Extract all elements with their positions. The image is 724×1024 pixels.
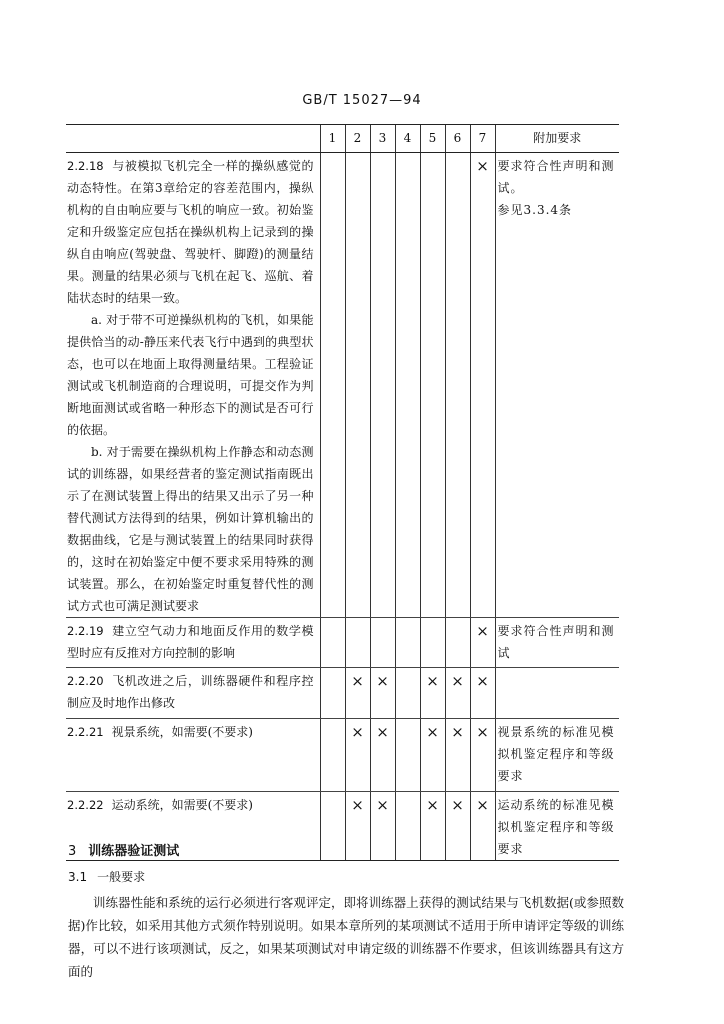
mark-cell-level-2: × (345, 668, 370, 719)
section-heading (68, 840, 179, 859)
header-item-column (66, 125, 320, 153)
mark-cell-level-1 (320, 153, 345, 618)
mark-cell-level-5: × (420, 792, 445, 861)
item-cell (66, 668, 320, 719)
mark-cell-level-6: × (445, 719, 470, 792)
table-header-row (66, 125, 619, 153)
mark-cell-level-6 (445, 153, 470, 618)
mark-cell-level-5 (420, 618, 445, 668)
header-level-1: 1 (320, 125, 345, 153)
section-number: 3 (68, 844, 77, 859)
subsection-heading (68, 868, 145, 885)
mark-cell-level-5: × (420, 719, 445, 792)
sub-item (67, 441, 314, 617)
note-line: 参见3.3.4条 (497, 203, 573, 217)
table-row (66, 719, 619, 792)
mark-cell-level-3: × (370, 792, 395, 861)
item-number: 2.2.22 (67, 798, 104, 812)
additional-requirement-note (495, 153, 619, 618)
sub-item-label: a. (91, 313, 102, 327)
mark-cell-level-3 (370, 618, 395, 668)
item-text: 运动系统，如需要(不要求) (111, 798, 253, 812)
item-cell (66, 153, 320, 618)
mark-cell-level-2 (345, 153, 370, 618)
sub-item-label: b. (91, 445, 103, 459)
mark-cell-level-4 (395, 792, 420, 861)
mark-cell-level-7: × (470, 719, 495, 792)
item-cell (66, 719, 320, 792)
item-number: 2.2.21 (67, 725, 104, 739)
mark-cell-level-2: × (345, 792, 370, 861)
additional-requirement-note (495, 719, 619, 792)
item-text: 视景系统，如需要(不要求) (111, 725, 253, 739)
page-header (0, 93, 724, 108)
note-line: 要求符合性声明和测试。 (497, 159, 615, 195)
mark-cell-level-4 (395, 719, 420, 792)
table-row (66, 618, 619, 668)
mark-cell-level-4 (395, 618, 420, 668)
item-number: 2.2.19 (67, 624, 104, 638)
mark-cell-level-5: × (420, 668, 445, 719)
note-line: 要求符合性声明和测试 (497, 624, 615, 660)
header-level-7: 7 (470, 125, 495, 153)
table-row (66, 668, 619, 719)
mark-cell-level-3 (370, 153, 395, 618)
body-paragraph: 训练器性能和系统的运行必须进行客观评定，即将训练器上获得的测试结果与飞机数据(或参照数据)作比较，如采用其他方式须作特别说明。如果本章所列的某项测试不适用于所申请评定等级的训练器，可以不进行该项测试，反之，如果某项测试对申请定级的训练器不作要求，但该训练器具有这方面的 (68, 895, 624, 979)
item-cell (66, 618, 320, 668)
item-text: 建立空气动力和地面反作用的数学模型时应有反推对方向控制的影响 (67, 624, 314, 660)
mark-cell-level-4 (395, 668, 420, 719)
sub-item (67, 309, 314, 441)
mark-cell-level-2: × (345, 719, 370, 792)
header-level-3: 3 (370, 125, 395, 153)
mark-cell-level-1 (320, 618, 345, 668)
mark-cell-level-7: × (470, 153, 495, 618)
item-number: 2.2.18 (67, 159, 104, 173)
mark-cell-level-3: × (370, 719, 395, 792)
mark-cell-level-6: × (445, 792, 470, 861)
mark-cell-level-5 (420, 153, 445, 618)
header-level-6: 6 (445, 125, 470, 153)
mark-cell-level-2 (345, 618, 370, 668)
note-line: 运动系统的标准见模拟机鉴定程序和等级要求 (497, 798, 615, 856)
standard-code: GB/T 15027—94 (302, 93, 422, 108)
mark-cell-level-7: × (470, 618, 495, 668)
requirements-table (66, 124, 619, 861)
mark-cell-level-6 (445, 618, 470, 668)
mark-cell-level-1 (320, 668, 345, 719)
note-line: 视景系统的标准见模拟机鉴定程序和等级要求 (497, 725, 615, 783)
additional-requirement-note (495, 618, 619, 668)
additional-requirement-note (495, 792, 619, 861)
item-number: 2.2.20 (67, 674, 104, 688)
item-text: 飞机改进之后，训练器硬件和程序控制应及时地作出修改 (67, 674, 314, 710)
header-additional-requirements: 附加要求 (495, 125, 619, 153)
table-row (66, 153, 619, 618)
mark-cell-level-1 (320, 719, 345, 792)
mark-cell-level-6: × (445, 668, 470, 719)
sub-item-text: 对于带不可逆操纵机构的飞机，如果能提供恰当的动-静压来代表飞行中遇到的典型状态，也可以在地面上取得测量结果。工程验证测试或飞机制造商的合理说明，可提交作为判断地面测试或省略一种形态下的测试是否可行的依据。 (67, 313, 314, 437)
section-title: 训练器验证测试 (88, 844, 180, 859)
mark-cell-level-7: × (470, 668, 495, 719)
header-level-5: 5 (420, 125, 445, 153)
item-text: 与被模拟飞机完全一样的操纵感觉的动态特性。在第3章给定的容差范围内，操纵机构的自由响应要与飞机的响应一致。初始鉴定和升级鉴定应包括在操纵机构上记录到的操纵自由响应(驾驶盘、驾驶杆、脚蹬)的测量结果。测量的结果必须与飞机在起飞、巡航、着陆状态时的结果一致。 (67, 159, 314, 305)
mark-cell-level-4 (395, 153, 420, 618)
header-level-2: 2 (345, 125, 370, 153)
mark-cell-level-1 (320, 792, 345, 861)
sub-item-text: 对于需要在操纵机构上作静态和动态测试的训练器，如果经营者的鉴定测试指南既出示了在测试装置上得出的结果又出示了另一种替代测试方法得到的结果，例如计算机输出的数据曲线，它是与测试装置上的结果同时获得的，这时在初始鉴定中便不要求采用特殊的测试装置。那么，在初始鉴定时重复替代性的测试方式也可满足测试要求 (67, 445, 314, 613)
mark-cell-level-3: × (370, 668, 395, 719)
mark-cell-level-7: × (470, 792, 495, 861)
additional-requirement-note (495, 668, 619, 719)
subsection-number: 3.1 (68, 870, 88, 884)
header-level-4: 4 (395, 125, 420, 153)
subsection-title: 一般要求 (97, 870, 146, 884)
